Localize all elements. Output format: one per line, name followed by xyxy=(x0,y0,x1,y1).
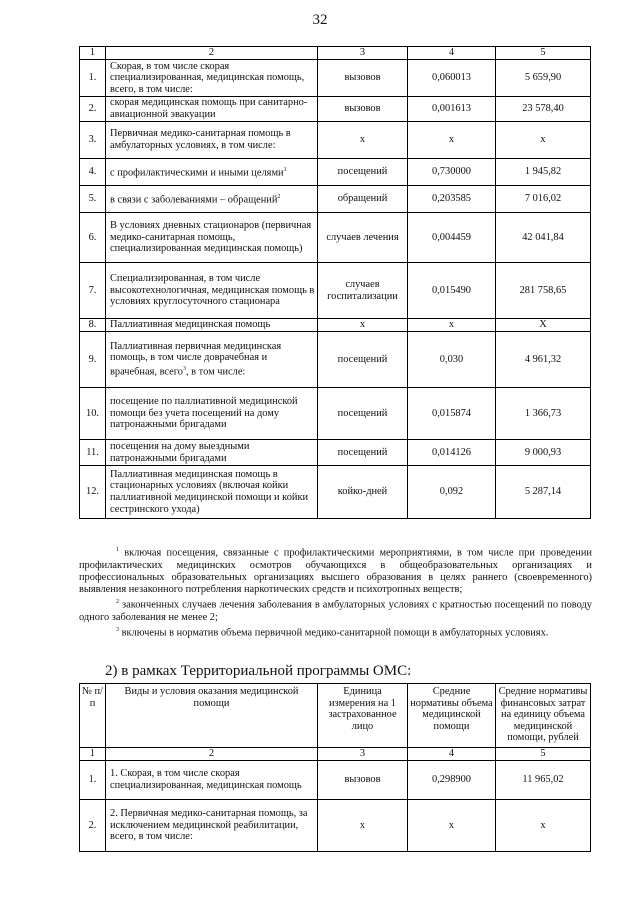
care-type: посещения на дому выездными патронажными бригадами xyxy=(106,440,318,466)
table-row xyxy=(80,332,591,388)
volume-norm: 0,014126 xyxy=(408,440,496,466)
head-col-cost-norm: Средние нормативы финансовых затрат на единицу объема медицинской помощи, рублей xyxy=(496,684,591,748)
care-type-text: Паллиативная первичная медицинская помощь, в том числе доврачебная и врачебная, всего xyxy=(110,340,282,378)
head-col-number: № п/п xyxy=(80,684,106,748)
head-col-unit: Единица измерения на 1 застрахованное лицо xyxy=(318,684,408,748)
care-type: Первичная медико-санитарная помощь в амбулаторных условиях, в том числе: xyxy=(106,122,318,159)
row-number: 5. xyxy=(80,186,106,213)
col-num: 3 xyxy=(318,748,408,761)
care-type: Паллиативная медицинская помощь в стационарных условиях (включая койки паллиативной медицинской помощи и койки сестринского ухода) xyxy=(106,466,318,519)
cost-norm: 5 287,14 xyxy=(496,466,591,519)
footnote-ref: 2 xyxy=(277,193,281,200)
care-type-text: в связи с заболеваниями – обращений xyxy=(110,194,278,206)
table-row xyxy=(80,60,591,97)
cost-norm: 5 659,90 xyxy=(496,60,591,97)
care-type-tail: , в том числе: xyxy=(185,366,246,378)
volume-norm: 0,060013 xyxy=(408,60,496,97)
care-type: 2. Первичная медико-санитарная помощь, за исключением медицинской реабилитации, всего, в том числе: xyxy=(106,800,318,852)
cost-norm: 281 758,65 xyxy=(496,263,591,319)
care-type xyxy=(106,186,318,213)
unit: посещений xyxy=(318,332,408,388)
cost-norm: Х xyxy=(496,319,591,332)
cost-norm: 23 578,40 xyxy=(496,97,591,122)
care-type-text: с профилактическими и иными целями xyxy=(110,167,284,179)
col-num: 2 xyxy=(106,47,318,60)
care-type: скорая медицинская помощь при санитарно-авиационной эвакуации xyxy=(106,97,318,122)
row-number: 1. xyxy=(80,60,106,97)
care-type xyxy=(106,332,318,388)
volume-norm: х xyxy=(408,800,496,852)
footnote-3 xyxy=(79,624,592,640)
unit: вызовов xyxy=(318,761,408,800)
section-title: 2) в рамках Территориальной программы ОМС: xyxy=(105,663,412,679)
row-number: 1. xyxy=(80,761,106,800)
footnote-ref: 1 xyxy=(283,166,287,173)
row-number: 8. xyxy=(80,319,106,332)
table-row xyxy=(80,97,591,122)
table-row xyxy=(80,159,591,186)
row-number: 2. xyxy=(80,97,106,122)
unit: вызовов xyxy=(318,97,408,122)
footnote-text: включая посещения, связанные с профилактическими мероприятиями, в том числе при проведении профилактических медицинских осмотров обучающихся в общеобразовательных организациях и профессиональных образовательных организациях высшего образования в целях раннего (своевременного) выявления незаконного потребления наркотических средств и психотропных веществ; xyxy=(79,547,592,596)
unit: х xyxy=(318,800,408,852)
unit: случаев госпитализации xyxy=(318,263,408,319)
unit: х xyxy=(318,319,408,332)
head-col-volume-norm: Средние нормативы объема медицинской помощи xyxy=(408,684,496,748)
footnote-mark: 1 xyxy=(116,547,119,553)
table-head-row xyxy=(80,684,591,748)
care-type xyxy=(106,159,318,186)
cost-norm: 1 945,82 xyxy=(496,159,591,186)
volume-norm: 0,298900 xyxy=(408,761,496,800)
footnote-text: законченных случаев лечения заболевания в амбулаторных условиях с кратностью посещений по поводу одного заболевания не менее 2; xyxy=(79,599,592,623)
cost-norm: 42 041,84 xyxy=(496,213,591,263)
cost-norm: 9 000,93 xyxy=(496,440,591,466)
row-number: 2. xyxy=(80,800,106,852)
row-number: 6. xyxy=(80,213,106,263)
volume-norm: 0,203585 xyxy=(408,186,496,213)
care-type: посещение по паллиативной медицинской помощи без учета посещений на дому патронажными бригадами xyxy=(106,388,318,440)
col-num: 5 xyxy=(496,47,591,60)
footnote-text: включены в норматив объема первичной медико-санитарной помощи в амбулаторных условиях. xyxy=(121,627,549,639)
table-row xyxy=(80,800,591,852)
volume-norm: 0,004459 xyxy=(408,213,496,263)
cost-norm: 11 965,02 xyxy=(496,761,591,800)
unit: вызовов xyxy=(318,60,408,97)
col-num: 5 xyxy=(496,748,591,761)
col-num: 2 xyxy=(106,748,318,761)
unit: обращений xyxy=(318,186,408,213)
row-number: 9. xyxy=(80,332,106,388)
volume-norm: 0,030 xyxy=(408,332,496,388)
row-number: 11. xyxy=(80,440,106,466)
volume-norm: х xyxy=(408,122,496,159)
table-volume-norms-base xyxy=(79,46,591,519)
col-num: 3 xyxy=(318,47,408,60)
footnote-mark: 2 xyxy=(116,599,119,606)
table-row xyxy=(80,388,591,440)
footnotes xyxy=(79,544,592,640)
footnote-mark: 3 xyxy=(116,627,119,634)
footnote-2 xyxy=(79,596,592,624)
column-number-row xyxy=(80,748,591,761)
page-number: 32 xyxy=(312,12,328,28)
footnote-ref: 3 xyxy=(182,366,186,373)
table-row xyxy=(80,186,591,213)
table-row xyxy=(80,466,591,519)
volume-norm: 0,015874 xyxy=(408,388,496,440)
head-col-care-type: Виды и условия оказания медицинской помощи xyxy=(106,684,318,748)
volume-norm: х xyxy=(408,319,496,332)
cost-norm: х xyxy=(496,122,591,159)
volume-norm: 0,001613 xyxy=(408,97,496,122)
volume-norm: 0,730000 xyxy=(408,159,496,186)
column-number-row xyxy=(80,47,591,60)
col-num: 4 xyxy=(408,47,496,60)
table-row xyxy=(80,122,591,159)
cost-norm: 1 366,73 xyxy=(496,388,591,440)
table-row xyxy=(80,319,591,332)
care-type: Скорая, в том числе скорая специализированная, медицинская помощь, всего, в том числе: xyxy=(106,60,318,97)
care-type: В условиях дневных стационаров (первичная медико-санитарная помощь, специализированная медицинская помощь) xyxy=(106,213,318,263)
volume-norm: 0,015490 xyxy=(408,263,496,319)
cost-norm: 7 016,02 xyxy=(496,186,591,213)
table-row xyxy=(80,761,591,800)
care-type: 1. Скорая, в том числе скорая специализированная, медицинская помощь xyxy=(106,761,318,800)
row-number: 10. xyxy=(80,388,106,440)
table-row xyxy=(80,213,591,263)
col-num: 1 xyxy=(80,47,106,60)
row-number: 12. xyxy=(80,466,106,519)
table-volume-norms-oms xyxy=(79,683,591,852)
care-type: Паллиативная медицинская помощь xyxy=(106,319,318,332)
care-type: Специализированная, в том числе высокотехнологичная, медицинская помощь в условиях круглосуточного стационара xyxy=(106,263,318,319)
footnote-1 xyxy=(79,544,592,596)
unit: койко-дней xyxy=(318,466,408,519)
unit: случаев лечения xyxy=(318,213,408,263)
unit: посещений xyxy=(318,440,408,466)
row-number: 3. xyxy=(80,122,106,159)
table-row xyxy=(80,440,591,466)
row-number: 4. xyxy=(80,159,106,186)
col-num: 1 xyxy=(80,748,106,761)
cost-norm: х xyxy=(496,800,591,852)
volume-norm: 0,092 xyxy=(408,466,496,519)
row-number: 7. xyxy=(80,263,106,319)
table-row xyxy=(80,263,591,319)
cost-norm: 4 961,32 xyxy=(496,332,591,388)
col-num: 4 xyxy=(408,748,496,761)
unit: х xyxy=(318,122,408,159)
unit: посещений xyxy=(318,388,408,440)
unit: посещений xyxy=(318,159,408,186)
